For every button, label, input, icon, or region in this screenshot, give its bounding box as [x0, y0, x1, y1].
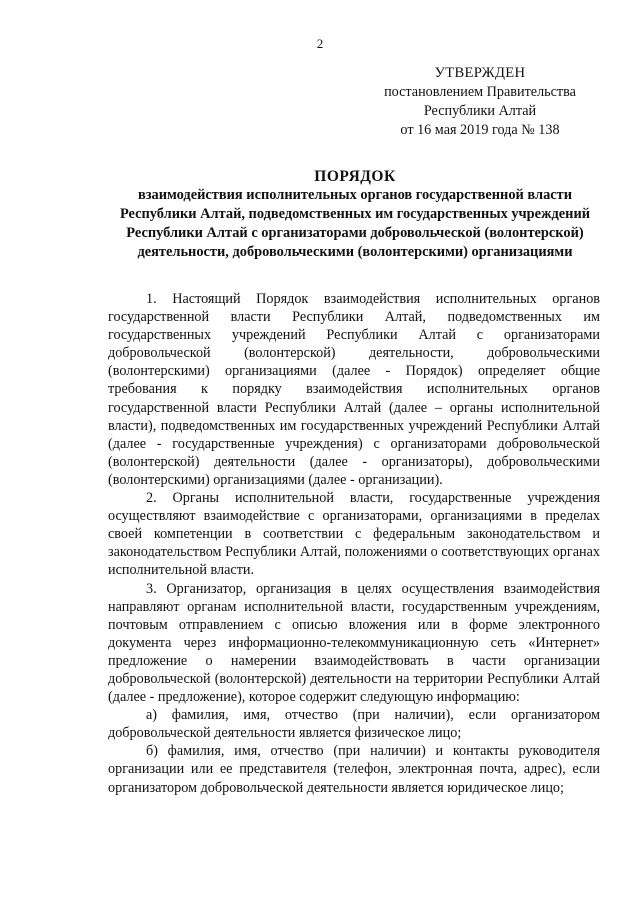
approval-stamp: [360, 64, 600, 140]
approval-line: постановлением Правительства: [384, 84, 576, 100]
paragraph-1: 1. Настоящий Порядок взаимодействия исполнительных органов государственной власти Республики Алтай, подведомственных им государственных учреждений Республики Алтай с организаторами добровольческой (волонтерской) деятельности, добровольческими (волонтерскими) организациями (далее - Порядок) определяет общие требования к порядку взаимодействия исполнительных органов государственной власти Республики Алтай (далее – органы исполнительной власти), подведомственных им государственных учреждений Республики Алтай (далее - государственные учреждения) с организаторами добровольческой (волонтерской) деятельности (далее - организаторы), добровольческими (волонтерскими) организациями (далее - организации).: [108, 291, 600, 488]
paragraph-3: 3. Организатор, организация в целях осуществления взаимодействия направляют органам исполнительной власти, государственным учреждениям, почтовым отправлением с описью вложения или в форме электронного документа через информационно-телекоммуникационную сеть «Интернет» предложение о намерении взаимодействовать в части организации добровольческой (волонтерской) деятельности на территории Республики Алтай (далее - предложение), которое содержит следующую информацию:: [108, 580, 600, 706]
title-subtitle: взаимодействия исполнительных органов государственной власти Республики Алтай, подведомственных им государственных учреждений Республики Алтай с организаторами добровольческой (волонтерской) деятельности, добровольческими (волонтерскими) организациями: [119, 187, 591, 260]
document-body: [108, 290, 600, 797]
page-number: 2: [316, 36, 324, 51]
approval-line: Республики Алтай: [423, 103, 537, 119]
document-title: [108, 167, 602, 262]
paragraph-2: 2. Органы исполнительной власти, государственные учреждения осуществляют взаимодействие с организаторами, организациями в пределах своей компетенции в соответствии с федеральным законодательством и законодательством Республики Алтай, положениями о соответствующих органах исполнительной власти.: [108, 490, 600, 579]
approval-line: от 16 мая 2019 года № 138: [400, 122, 560, 138]
title-main: ПОРЯДОК: [314, 168, 396, 185]
paragraph-3a: а) фамилия, имя, отчество (при наличии), если организатором добровольческой деятельности является физическое лицо;: [108, 707, 600, 742]
paragraph-3b: б) фамилия, имя, отчество (при наличии) и контакты руководителя организации или ее представителя (телефон, электронная почта, адрес), если организатором добровольческой деятельности является юридическое лицо;: [108, 743, 600, 796]
approval-heading: УТВЕРЖДЕН: [434, 65, 526, 81]
